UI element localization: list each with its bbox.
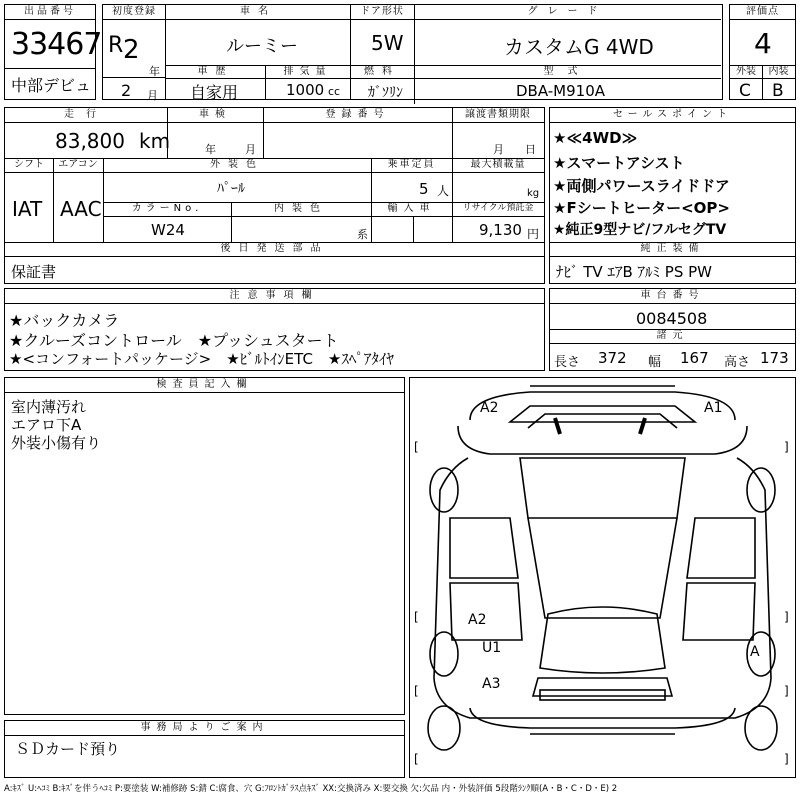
sales-point-2: ★スマートアシスト [553, 154, 685, 172]
note-line-1: ★バックカメラ [9, 311, 120, 330]
mark-front-left: A2 [480, 400, 499, 416]
shift-value: IAT [12, 197, 43, 221]
office-notice-section [4, 720, 405, 778]
later-items: 保証書 [11, 263, 57, 281]
recycle-fee-unit: 円 [527, 227, 540, 241]
vehicle-history-label: 車歴 [197, 66, 234, 77]
interior-color-unit: 系 [357, 228, 368, 241]
first-registration-section [102, 4, 166, 100]
interior-color-label: 内装色 [274, 203, 328, 214]
mark-rear-right-wheel: A [750, 644, 760, 660]
aircon-label: エアコン [58, 159, 98, 170]
registration-year: 2 [123, 35, 140, 65]
exterior-color: ﾊﾟｰﾙ [217, 181, 245, 197]
overall-score: 4 [754, 27, 772, 60]
exterior-score-label: 外装 [736, 66, 756, 77]
bracket-bottom-left: [ [414, 752, 419, 766]
displacement: 1000 [286, 81, 325, 99]
year-suffix: 年 [149, 65, 160, 78]
office-notice-label: 事務局よりご案内 [140, 722, 269, 733]
displacement-unit: cc [328, 85, 341, 98]
chassis-number-label: 車台番号 [640, 290, 705, 301]
sales-points-section [549, 107, 796, 284]
venue-name: 中部デビュ [11, 76, 92, 95]
max-load-unit: kg [527, 188, 540, 199]
capacity-value: 5 [419, 180, 429, 198]
office-notice: ＳＤカード預り [15, 740, 121, 758]
mileage-section [4, 107, 545, 284]
exterior-color-label: 外装色 [210, 159, 264, 170]
interior-score: B [772, 81, 784, 101]
bracket-bottom-right: ] [784, 752, 789, 766]
mileage-value: 83,800 [55, 129, 125, 153]
fuel: ｶﾞｿﾘﾝ [368, 85, 403, 101]
sales-point-4: ★Fシートヒーター<OP> [553, 199, 730, 217]
door-type-label: ドア形状 [360, 6, 404, 17]
interior-score-label: 内装 [768, 66, 789, 77]
docs-month: 月 [493, 143, 504, 156]
chassis-section [549, 288, 796, 371]
lot-number-label: 出品番号 [24, 6, 76, 17]
mark-front-right: A1 [704, 400, 723, 416]
notes-label: 注意事項欄 [229, 290, 320, 301]
car-name-label: 車名 [240, 6, 276, 17]
lot-section [4, 4, 102, 100]
note-line-3: ★<コンフォートパッケージ> ★ﾋﾞﾙﾄｲﾝETC ★ｽﾍﾟｱﾀｲﾔ [9, 350, 394, 368]
docs-day: 日 [525, 143, 536, 156]
displacement-label: 排気量 [283, 66, 332, 77]
legend-text: A:ｷｽﾞ U:ﾍｺﾐ B:ｷｽﾞを伴うﾍｺﾐ P:要塗装 W:補修跡 S:錆 C:腐食、穴 G:ﾌﾛﾝﾄｶﾞﾗｽ点ｷｽﾞ XX:交換済み X:要交換 欠:欠品 内・外装評価 5段階ﾗﾝｸ順(A・B・C・D・E) 2 [4, 784, 618, 794]
max-load-label: 最大積載量 [470, 159, 526, 170]
sales-point-1: ★≪4WD≫ [553, 129, 638, 147]
bracket-low-right: ] [784, 684, 789, 698]
inspector-notes-label: 検査員記入欄 [156, 379, 253, 390]
score-label: 評価点 [746, 6, 779, 17]
inspector-note-2: エアロ下A [11, 416, 82, 434]
model-code: DBA-M910A [516, 82, 606, 100]
exterior-score: C [739, 81, 751, 101]
color-number: W24 [151, 221, 185, 239]
mileage-label: 走行 [64, 109, 108, 120]
sales-point-5: ★純正9型ナビ/フルセグTV [553, 222, 727, 238]
vehicle-history: 自家用 [190, 83, 239, 102]
sales-points-label: セールスポイント [612, 109, 733, 120]
lot-number: 33467 [11, 27, 102, 62]
length-value: 372 [598, 349, 627, 367]
recycle-fee: 9,130 [479, 221, 522, 239]
width-value: 167 [680, 349, 709, 367]
color-no-label: カラーNo. [131, 203, 203, 214]
vehicle-info-section [166, 4, 723, 100]
height-value: 173 [760, 349, 789, 367]
bracket-mid-right: ] [784, 610, 789, 624]
inspection-year: 年 [205, 143, 216, 156]
inspector-note-1: 室内薄汚れ [11, 398, 87, 416]
inspection-label: 車検 [199, 109, 231, 120]
bracket-front-right: ] [784, 440, 789, 454]
car-diagram [409, 377, 796, 778]
length-label: 長さ [554, 355, 581, 370]
capacity-unit: 人 [437, 184, 450, 198]
registration-number-label: 登録番号 [325, 109, 390, 120]
grade-label: グレード [527, 6, 608, 17]
door-type: 5W [371, 31, 404, 55]
sales-point-3: ★両側パワースライドドア [553, 177, 730, 195]
bracket-mid-left: [ [414, 610, 419, 624]
dimensions-label: 諸元 [656, 330, 689, 341]
bracket-front-left: [ [414, 440, 419, 454]
score-section [729, 4, 796, 100]
aircon-value: AAC [60, 197, 102, 221]
registration-month: 2 [121, 81, 132, 100]
import-label: 輸入車 [387, 203, 436, 214]
grade-value: カスタムG 4WD [504, 35, 654, 59]
car-outline-diagram [410, 378, 795, 777]
genuine-equipment-label: 純正装備 [640, 243, 705, 254]
recycle-fee-label: リサイクル預託金 [462, 203, 534, 213]
mark-rear-a3: A3 [482, 676, 501, 692]
note-line-2: ★クルーズコントロール ★プッシュスタート [9, 331, 339, 350]
later-items-label: 後日発送部品 [220, 243, 329, 254]
capacity-label: 乗車定員 [387, 159, 436, 170]
model-label: 型式 [543, 66, 592, 77]
docs-deadline-label: 譲渡書類期限 [465, 109, 531, 120]
notes-section [4, 288, 545, 371]
inspector-note-3: 外装小傷有り [11, 434, 102, 452]
width-label: 幅 [648, 355, 662, 370]
mileage-unit: km [139, 129, 171, 153]
genuine-equipment: ﾅﾋﾞ TV ｴｱB ｱﾙﾐ PS PW [556, 263, 712, 281]
era-letter: R [108, 33, 124, 58]
shift-label: シフト [14, 159, 44, 170]
fuel-label: 燃料 [364, 66, 400, 77]
height-label: 高さ [724, 355, 751, 370]
month-suffix: 月 [147, 89, 158, 102]
mark-rear-u1: U1 [482, 640, 502, 656]
inspection-month: 月 [245, 143, 256, 156]
chassis-number: 0084508 [636, 309, 708, 328]
car-name: ルーミー [226, 36, 298, 57]
bracket-low-left: [ [414, 684, 419, 698]
mark-rear-a2: A2 [468, 612, 487, 628]
first-registration-label: 初度登録 [112, 6, 156, 17]
inspector-notes-section [4, 377, 405, 715]
